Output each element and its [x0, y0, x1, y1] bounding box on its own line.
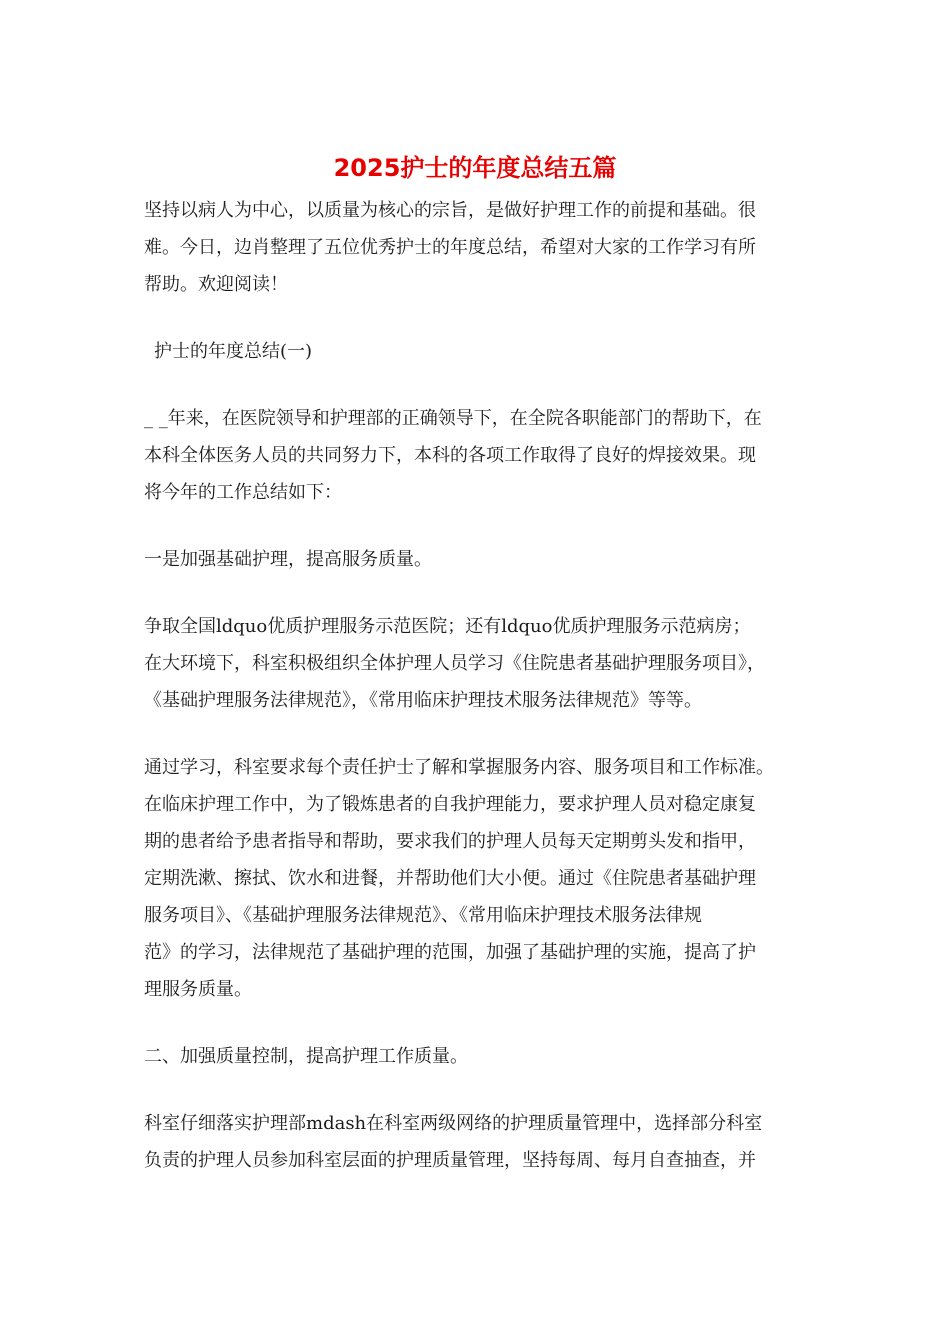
text-line: 难。今日，边肖整理了五位优秀护士的年度总结，希望对大家的工作学习有所 — [144, 237, 756, 258]
body-paragraph — [144, 400, 812, 511]
text-line: 将今年的工作总结如下： — [144, 482, 342, 503]
document-body — [144, 192, 812, 1209]
body-paragraph — [144, 608, 812, 719]
sub-heading — [144, 541, 812, 578]
document-title: 2025护士的年度总结五篇 — [333, 154, 617, 182]
text-line: _ _年来，在医院领导和护理部的正确领导下，在全院各职能部门的帮助下，在 — [144, 408, 762, 429]
text-line: 科室仔细落实护理部mdash在科室两级网络的护理质量管理中，选择部分科室 — [144, 1113, 763, 1134]
body-paragraph — [144, 1105, 812, 1179]
text-line: 在临床护理工作中，为了锻炼患者的自我护理能力，要求护理人员对稳定康复 — [144, 794, 756, 815]
text-line: 定期洗漱、擦拭、饮水和进餐，并帮助他们大小便。通过《住院患者基础护理 — [144, 868, 756, 889]
sub-heading — [144, 1038, 812, 1075]
text-line: 护士的年度总结(一) — [154, 341, 313, 362]
text-line: 争取全国ldquo优质护理服务示范医院；还有ldquo优质护理服务示范病房； — [144, 616, 751, 637]
text-line: 通过学习，科室要求每个责任护士了解和掌握服务内容、服务项目和工作标准。 — [144, 757, 774, 778]
text-line: 《基础护理服务法律规范》，《常用临床护理技术服务法律规范》等等。 — [144, 690, 702, 711]
text-line: 在大环境下，科室积极组织全体护理人员学习《住院患者基础护理服务项目》， — [144, 653, 765, 674]
text-line: 帮助。欢迎阅读！ — [144, 274, 288, 295]
text-line: 本科全体医务人员的共同努力下，本科的各项工作取得了良好的焊接效果。现 — [144, 445, 756, 466]
intro-paragraph — [144, 192, 812, 303]
text-line: 负责的护理人员参加科室层面的护理质量管理，坚持每周、每月自查抽查，并 — [144, 1150, 756, 1171]
body-paragraph — [144, 749, 812, 1008]
text-line: 一是加强基础护理，提高服务质量。 — [144, 549, 432, 570]
text-line: 范》的学习，法律规范了基础护理的范围，加强了基础护理的实施，提高了护 — [144, 942, 756, 963]
section-heading — [144, 333, 812, 370]
text-line: 理服务质量。 — [144, 979, 252, 1000]
text-line: 坚持以病人为中心，以质量为核心的宗旨，是做好护理工作的前提和基础。很 — [144, 200, 756, 221]
text-line: 期的患者给予患者指导和帮助，要求我们的护理人员每天定期剪头发和指甲， — [144, 831, 756, 852]
text-line: 二、加强质量控制，提高护理工作质量。 — [144, 1046, 468, 1067]
text-line: 服务项目》、《基础护理服务法律规范》、《常用临床护理技术服务法律规 — [144, 905, 702, 926]
